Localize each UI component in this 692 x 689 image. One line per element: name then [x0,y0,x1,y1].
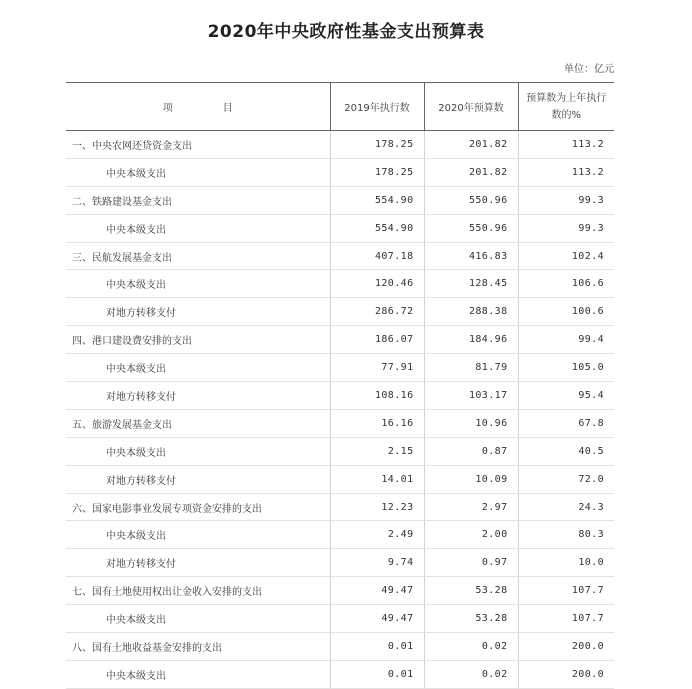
header-pct-line2: 数的% [551,109,581,121]
header-item-b: 目 [222,103,233,114]
cell-2019-actual: 0.01 [330,633,424,661]
table-row [66,214,614,242]
row-label: 三、民航发展基金支出 [66,242,330,270]
row-label: 五、旅游发展基金支出 [66,409,330,437]
cell-2019-actual: 14.01 [330,465,424,493]
cell-2020-budget: 53.28 [424,605,518,633]
table-row [66,186,614,214]
table-row [66,437,614,465]
table-row [66,605,614,633]
cell-2020-budget: 10.09 [424,465,518,493]
header-pct [518,83,614,131]
cell-2019-actual: 12.23 [330,493,424,521]
cell-2020-budget: 10.96 [424,409,518,437]
cell-2019-actual: 186.07 [330,326,424,354]
row-label: 对地方转移支付 [66,382,330,410]
cell-2019-actual: 9.74 [330,549,424,577]
header-item [66,83,330,131]
header-item-a: 项 [162,103,173,114]
cell-2020-budget: 0.87 [424,437,518,465]
cell-2020-budget: 81.79 [424,354,518,382]
table-row [66,409,614,437]
row-label: 中央本级支出 [66,354,330,382]
table-row [66,633,614,661]
cell-pct: 113.2 [518,158,614,186]
unit-label: 单位：亿元 [564,64,614,75]
row-label: 中央本级支出 [66,660,330,688]
cell-2019-actual: 286.72 [330,298,424,326]
table-header-row [66,83,614,131]
row-label: 中央本级支出 [66,605,330,633]
cell-pct: 24.3 [518,493,614,521]
row-label: 四、港口建设费安排的支出 [66,326,330,354]
row-label: 一、中央农网还贷资金支出 [66,131,330,159]
cell-2019-actual: 554.90 [330,186,424,214]
cell-2019-actual: 49.47 [330,605,424,633]
cell-pct: 200.0 [518,660,614,688]
cell-pct: 99.4 [518,326,614,354]
row-label: 八、国有土地收益基金安排的支出 [66,633,330,661]
table-row [66,158,614,186]
row-label: 七、国有土地使用权出让金收入安排的支出 [66,577,330,605]
cell-2020-budget: 0.02 [424,633,518,661]
cell-pct: 10.0 [518,549,614,577]
cell-2020-budget: 53.28 [424,577,518,605]
cell-pct: 107.7 [518,577,614,605]
cell-2020-budget: 0.97 [424,549,518,577]
budget-table [66,82,614,689]
table-row [66,242,614,270]
cell-pct: 67.8 [518,409,614,437]
cell-pct: 107.7 [518,605,614,633]
table-row [66,577,614,605]
cell-2020-budget: 201.82 [424,131,518,159]
cell-2019-actual: 178.25 [330,131,424,159]
cell-2020-budget: 416.83 [424,242,518,270]
row-label: 六、国家电影事业发展专项资金安排的支出 [66,493,330,521]
cell-2019-actual: 77.91 [330,354,424,382]
cell-pct: 106.6 [518,270,614,298]
header-2020-budget: 2020年预算数 [424,83,518,131]
cell-pct: 105.0 [518,354,614,382]
row-label: 中央本级支出 [66,214,330,242]
table-row [66,521,614,549]
cell-2020-budget: 184.96 [424,326,518,354]
cell-2019-actual: 2.49 [330,521,424,549]
table-row [66,354,614,382]
table-row [66,382,614,410]
table-row [66,326,614,354]
row-label: 对地方转移支付 [66,465,330,493]
row-label: 对地方转移支付 [66,298,330,326]
header-pct-line1: 预算数为上年执行 [526,92,607,104]
cell-2020-budget: 550.96 [424,214,518,242]
cell-pct: 99.3 [518,214,614,242]
cell-2019-actual: 16.16 [330,409,424,437]
cell-2020-budget: 2.00 [424,521,518,549]
cell-2019-actual: 49.47 [330,577,424,605]
table-row [66,493,614,521]
cell-pct: 99.3 [518,186,614,214]
cell-pct: 95.4 [518,382,614,410]
row-label: 二、铁路建设基金支出 [66,186,330,214]
cell-2020-budget: 2.97 [424,493,518,521]
cell-pct: 80.3 [518,521,614,549]
table-row [66,270,614,298]
table-row [66,131,614,159]
cell-2020-budget: 128.45 [424,270,518,298]
row-label: 中央本级支出 [66,521,330,549]
cell-2019-actual: 178.25 [330,158,424,186]
cell-2020-budget: 0.02 [424,660,518,688]
page-title: 2020年中央政府性基金支出预算表 [207,22,485,42]
row-label: 对地方转移支付 [66,549,330,577]
cell-pct: 102.4 [518,242,614,270]
budget-table-container [66,82,614,689]
header-2019-actual: 2019年执行数 [330,83,424,131]
cell-2020-budget: 103.17 [424,382,518,410]
row-label: 中央本级支出 [66,270,330,298]
cell-2019-actual: 120.46 [330,270,424,298]
table-row [66,549,614,577]
row-label: 中央本级支出 [66,158,330,186]
table-row [66,660,614,688]
table-row [66,298,614,326]
row-label: 中央本级支出 [66,437,330,465]
cell-2019-actual: 554.90 [330,214,424,242]
cell-2019-actual: 108.16 [330,382,424,410]
cell-pct: 40.5 [518,437,614,465]
cell-2020-budget: 201.82 [424,158,518,186]
cell-2019-actual: 2.15 [330,437,424,465]
cell-2020-budget: 288.38 [424,298,518,326]
table-body [66,131,614,689]
table-row [66,465,614,493]
cell-2019-actual: 0.01 [330,660,424,688]
cell-2020-budget: 550.96 [424,186,518,214]
cell-pct: 113.2 [518,131,614,159]
cell-pct: 100.6 [518,298,614,326]
cell-2019-actual: 407.18 [330,242,424,270]
cell-pct: 72.0 [518,465,614,493]
cell-pct: 200.0 [518,633,614,661]
